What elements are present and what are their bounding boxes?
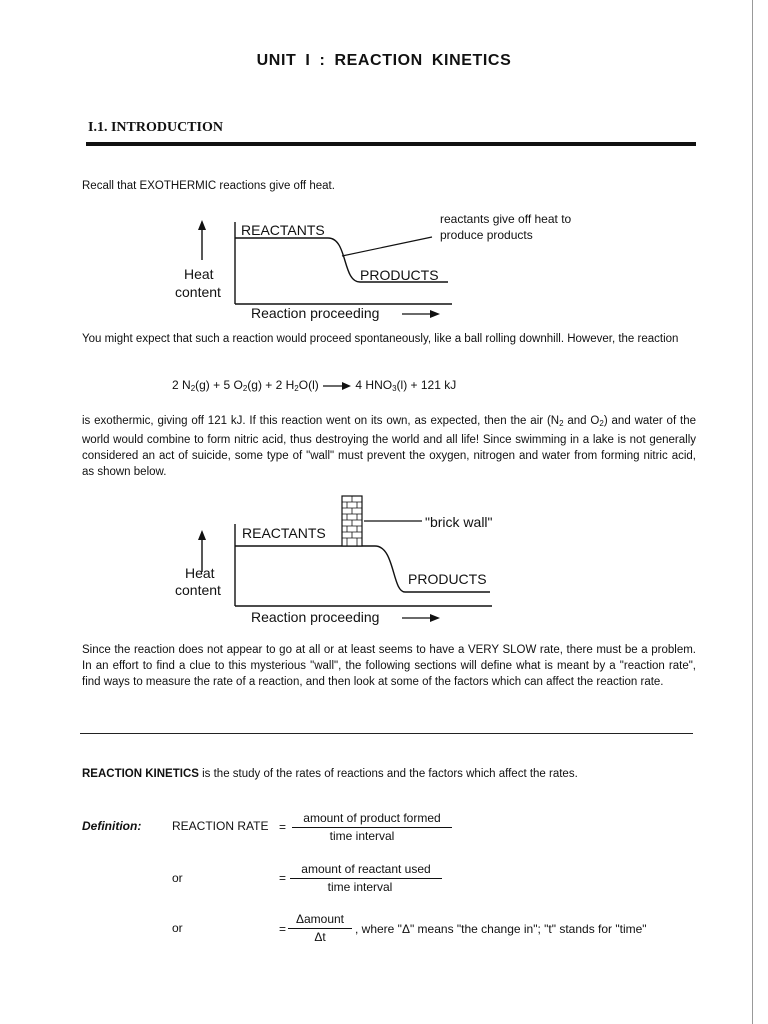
exothermic-text-part: ) and water of the world would combine to form nitric acid, thus destroying the world and all life! Since swimming in a lake is not generally considered an act of suicide, some type of "wall" must prevent the oxygen, nitrogen and water from forming nitric acid, as shown below. [82,415,696,478]
exothermic-subscript: 2 [599,419,604,428]
x-axis-arrow-icon [400,308,442,320]
annotation-pointer [342,237,432,256]
y-label-content: content [175,284,221,300]
exothermic-text [82,413,696,480]
definition-label: Definition: [82,819,142,833]
intro-text: Recall that EXOTHERMIC reactions give off heat. [82,180,335,192]
equation-term: 4 HNO [352,378,393,392]
fraction-numerator: Δamount [295,912,345,926]
equals-sign: = [279,922,287,936]
page-edge [752,0,753,1024]
annotation-line-2: produce products [440,228,533,242]
x-axis-label: Reaction proceeding [251,305,380,321]
x-axis-label: Reaction proceeding [251,609,380,625]
y-label-heat: Heat [184,266,214,282]
equation-subscript: 2 [242,384,248,393]
or-label: or [172,921,183,935]
equation-term: O(l) [298,378,323,392]
fraction-bar [290,878,442,879]
exothermic-text-part: and O [563,415,600,427]
fraction-bar [288,928,352,929]
rate-lhs: REACTION RATE [172,819,269,833]
kinetics-term: REACTION KINETICS [82,768,199,780]
equation-term: (l) + 121 kJ [396,378,457,392]
heat-axis-arrowhead [198,220,206,230]
exothermic-text-part: is exothermic, giving off 121 kJ. If this reaction went on its own, as expected, then the air (N [82,415,560,427]
equals-sign: = [279,871,287,885]
or-label: or [172,871,183,885]
kinetics-description: is the study of the rates of reactions and the factors which affect the rates. [198,768,578,780]
y-label-heat: Heat [185,565,215,581]
energy-diagram-brick-wall [170,490,590,620]
fraction-numerator: amount of product formed [303,811,441,825]
products-label: PRODUCTS [360,267,439,283]
unit-title: UNIT I : REACTION KINETICS [256,52,512,69]
kinetics-text [82,766,696,782]
delta-note: , where "Δ" means "the change in"; "t" stands for "time" [355,922,647,936]
fraction-denominator: Δt [314,930,326,944]
products-label: PRODUCTS [408,571,487,587]
x-axis-arrow-icon [400,612,442,624]
fraction-denominator: time interval [329,829,395,843]
heat-axis-arrowhead [198,530,206,540]
reaction-equation [172,378,456,393]
heading-rule [86,142,696,146]
spontaneous-text: You might expect that such a reaction would proceed spontaneously, like a ball rolling downhill. However, the reaction [82,333,679,345]
reaction-arrow-icon [322,381,352,391]
brick-wall-icon [342,496,362,546]
y-label-content: content [175,582,221,598]
section-divider [80,733,693,734]
equation-subscript: 2 [190,384,196,393]
fraction-bar [292,827,452,828]
equation-subscript: 3 [392,384,397,393]
brick-wall-label: "brick wall" [425,514,493,530]
equation-term: 2 N [172,378,191,392]
fraction-numerator: amount of reactant used [301,862,431,876]
equation-term: (g) + 2 H [247,378,295,392]
fraction-denominator: time interval [327,880,393,894]
equals-sign: = [279,820,287,834]
reactants-label: REACTANTS [242,525,326,541]
slow-rate-text: Since the reaction does not appear to go at all or at least seems to have a VERY SLOW rate, there must be a problem. In an effort to find a clue to this mysterious "wall", the following sections will define what is meant by a "reaction rate", find ways to measure the rate of a reaction, and then look at some of the factors which can affect the reaction rate. [82,644,696,688]
section-heading: I.1. INTRODUCTION [88,120,223,135]
equation-term: (g) + 5 O [195,378,243,392]
equation-subscript: 2 [294,384,299,393]
annotation-line-1: reactants give off heat to [440,212,572,226]
reactants-label: REACTANTS [241,222,325,238]
exothermic-subscript: 2 [559,419,564,428]
